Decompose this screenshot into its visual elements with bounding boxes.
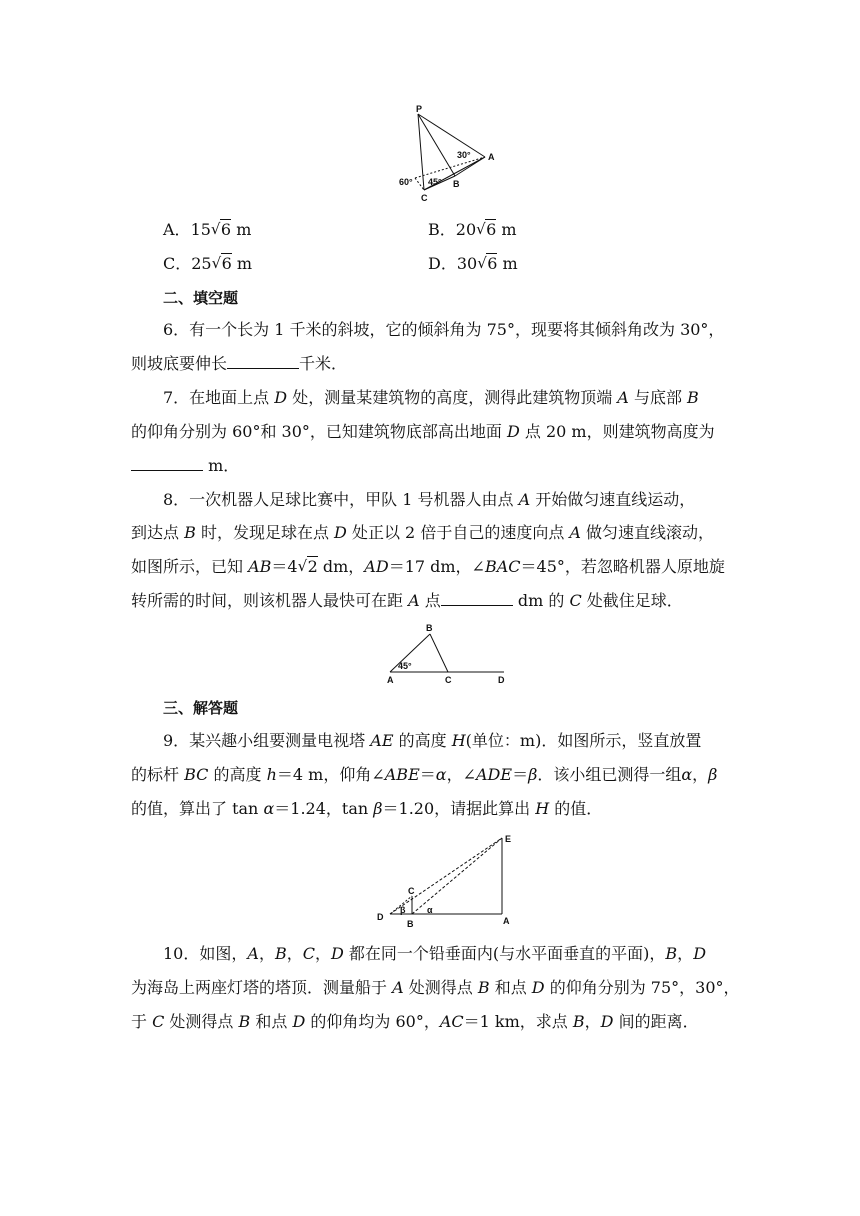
option-d: D．30√ 6 m	[428, 253, 518, 275]
label-C: C	[445, 675, 452, 685]
label-C: C	[421, 193, 428, 203]
label-A: A	[488, 152, 495, 162]
label-B: B	[426, 623, 433, 633]
tower-figure	[372, 830, 522, 930]
label-A: A	[387, 675, 394, 685]
q8-line-3: 如图所示，已知 AB＝4√ 2 dm，AD＝17 dm，∠BAC＝45°，若忽略机器人原地旋	[131, 556, 725, 578]
q10-line-1: 10．如图，A，B，C，D 都在同一个铅垂面内(与水平面垂直的平面)，B，D	[163, 944, 707, 963]
label-B: B	[453, 179, 460, 189]
q10-line-3: 于 C 处测得点 B 和点 D 的仰角均为 60°，AC＝1 km，求点 B，D 间的距离．	[131, 1012, 699, 1031]
q9-line-1: 9．某兴趣小组要测量电视塔 AE 的高度 H(单位：m)．如图所示，竖直放置	[163, 731, 702, 750]
label-D: D	[377, 912, 384, 922]
q9-line-3: 的值，算出了 tan α＝1.24，tan β＝1.20，请据此算出 H 的值．	[131, 799, 603, 818]
q9-line-2: 的标杆 BC 的高度 h＝4 m，仰角∠ABE＝α，∠ADE＝β．该小组已测得一组α，β	[131, 765, 718, 784]
label-B: B	[407, 919, 414, 929]
answer-blank	[227, 354, 299, 369]
q6-line-1: 6．有一个长为 1 千米的斜坡，它的倾斜角为 75°，现要将其倾斜角改为 30°，	[163, 320, 725, 339]
alpha-label: α	[427, 905, 433, 915]
label-C: C	[408, 886, 415, 896]
q6-line-2: 则坡底要伸长 千米．	[131, 354, 348, 373]
option-a: A．15√ 6 m	[163, 219, 251, 241]
label-E: E	[505, 834, 512, 844]
option-c: C．25√ 6 m	[163, 253, 252, 275]
q8-line-4: 转所需的时间，则该机器人最快可在距 A 点 dm 的 C 处截住足球．	[131, 591, 683, 610]
label-P: P	[416, 104, 423, 114]
pyramid-figure	[395, 100, 505, 210]
angle-60-label: 60°	[399, 177, 413, 187]
section-fill-in-heading: 二、填空题	[163, 289, 239, 307]
q7-line-2: 的仰角分别为 60°和 30°，已知建筑物底部高出地面 D 点 20 m，则建筑物高度为	[131, 422, 715, 441]
q7-line-3: m．	[131, 455, 239, 477]
label-D: D	[498, 675, 505, 685]
q8-line-1: 8．一次机器人足球比赛中，甲队 1 号机器人由点 A 开始做匀速直线运动，	[163, 490, 696, 509]
beta-label: β	[400, 905, 406, 915]
answer-blank	[441, 591, 513, 606]
angle-45-label: 45°	[398, 661, 412, 671]
section-solve-heading: 三、解答题	[163, 699, 239, 717]
option-b: B．20√ 6 m	[428, 219, 517, 241]
q8-line-2: 到达点 B 时，发现足球在点 D 处正以 2 倍于自己的速度向点 A 做匀速直线滚动，	[131, 523, 715, 542]
triangle-figure	[382, 620, 512, 686]
label-A: A	[503, 916, 510, 926]
q10-line-2: 为海岛上两座灯塔的塔顶．测量船于 A 处测得点 B 和点 D 的仰角分别为 75°，30°，	[131, 978, 740, 997]
answer-blank	[131, 456, 203, 471]
angle-45-label: 45°	[428, 177, 442, 187]
angle-30-label: 30°	[457, 150, 471, 160]
q7-line-1: 7．在地面上点 D 处，测量某建筑物的高度，测得此建筑物顶端 A 与底部 B	[163, 388, 699, 407]
